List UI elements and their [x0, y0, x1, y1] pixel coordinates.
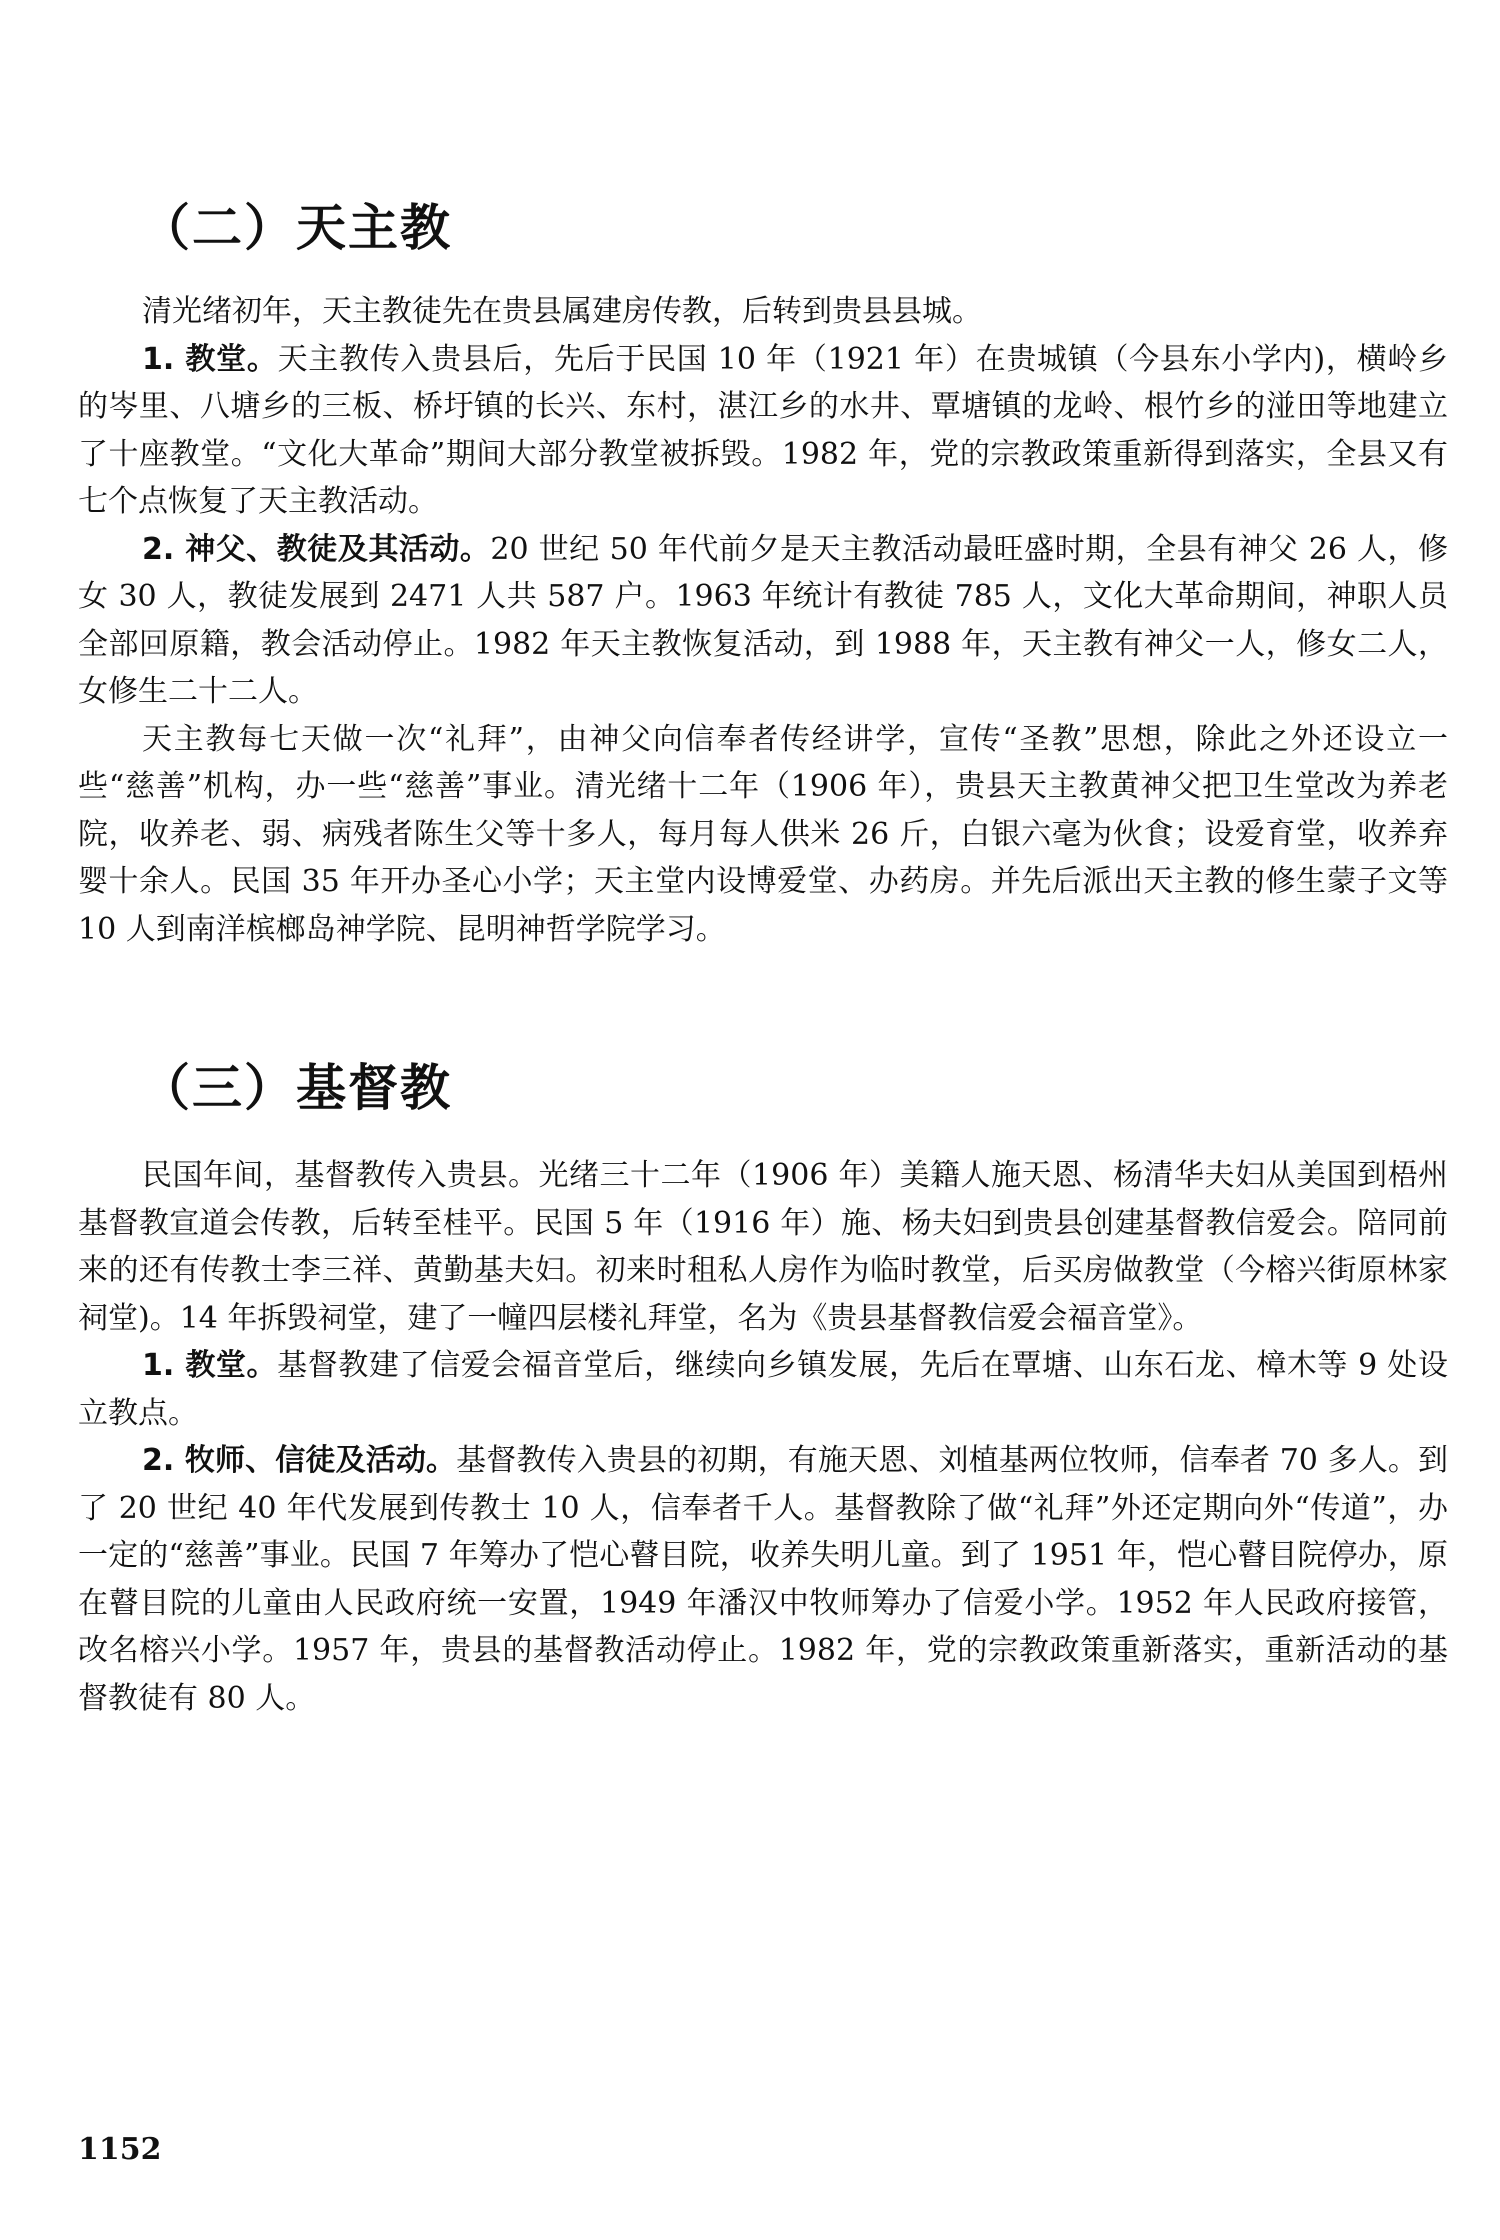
catholic-churches-lead: 1. 教堂。	[142, 341, 278, 377]
protestant-clergy-lead: 2. 牧师、信徒及活动。	[142, 1443, 457, 1478]
protestant-body	[78, 1152, 1448, 1722]
protestant-clergy-paragraph	[78, 1437, 1448, 1722]
protestant-churches-lead: 1. 教堂。	[142, 1348, 278, 1383]
catholic-body	[78, 288, 1448, 953]
section-heading-catholic: （二）天主教	[140, 199, 452, 257]
catholic-intro-paragraph: 清光绪初年，天主教徒先在贵县属建房传教，后转到贵县县城。	[142, 294, 982, 329]
catholic-clergy-paragraph	[78, 526, 1448, 716]
protestant-clergy-text: 基督教传入贵县的初期，有施天恩、刘植基两位牧师，信奉者 70 多人。到了 20 世纪 40 年代发展到传教士 10 人，信奉者千人。基督教除了做“礼拜”外还定期向外“传道”，办一定的“慈善”事业。民国 7 年筹办了恺心瞽目院，收养失明儿童。到了 1951 年，恺心瞽目院停办，原在瞽目院的儿童由人民政府统一安置，1949 年潘汉中牧师筹办了信爱小学。1952 年人民政府接管，改名榕兴小学。1957 年，贵县的基督教活动停止。1982 年，党的宗教政策重新落实，重新活动的基督教徒有 80 人。	[78, 1443, 1448, 1716]
protestant-churches-paragraph	[78, 1342, 1448, 1437]
catholic-charity-paragraph: 天主教每七天做一次“礼拜”，由神父向信奉者传经讲学，宣传“圣教”思想，除此之外还设立一些“慈善”机构，办一些“慈善”事业。清光绪十二年（1906 年），贵县天主教黄神父把卫生堂改为养老院，收养老、弱、病残者陈生父等十多人，每月每人供米 26 斤，白银六毫为伙食；设爱育堂，收养弃婴十余人。民国 35 年开办圣心小学；天主堂内设博爱堂、办药房。并先后派出天主教的修生蒙子文等 10 人到南洋槟榔岛神学院、昆明神哲学院学习。	[78, 721, 1448, 947]
protestant-churches-text: 基督教建了信爱会福音堂后，继续向乡镇发展，先后在覃塘、山东石龙、樟木等 9 处设立教点。	[78, 1348, 1448, 1431]
catholic-clergy-text: 20 世纪 50 年代前夕是天主教活动最旺盛时期，全县有神父 26 人，修女 30 人，教徒发展到 2471 人共 587 户。1963 年统计有教徒 785 人，文化大革命期间，神职人员全部回原籍，教会活动停止。1982 年天主教恢复活动，到 1988 年，天主教有神父一人，修女二人，女修生二十二人。	[78, 531, 1448, 709]
protestant-intro-paragraph: 民国年间，基督教传入贵县。光绪三十二年（1906 年）美籍人施天恩、杨清华夫妇从美国到梧州基督教宣道会传教，后转至桂平。民国 5 年（1916 年）施、杨夫妇到贵县创建基督教信爱会。陪同前来的还有传教士李三祥、黄勤基夫妇。初来时租私人房作为临时教堂，后买房做教堂（今榕兴街原林家祠堂)。14 年拆毁祠堂，建了一幢四层楼礼拜堂，名为《贵县基督教信爱会福音堂》。	[78, 1158, 1448, 1336]
catholic-churches-paragraph	[78, 336, 1448, 526]
catholic-clergy-lead: 2. 神父、教徒及其活动。	[142, 531, 491, 567]
catholic-churches-text: 天主教传入贵县后，先后于民国 10 年（1921 年）在贵城镇（今县东小学内)，横岭乡的岑里、八塘乡的三板、桥圩镇的长兴、东村，湛江乡的水井、覃塘镇的龙岭、根竹乡的湴田等地建立了十座教堂。“文化大革命”期间大部分教堂被拆毁。1982 年，党的宗教政策重新得到落实，全县又有七个点恢复了天主教活动。	[78, 341, 1448, 519]
page-number: 1152	[78, 2132, 162, 2167]
section-heading-protestant: （三）基督教	[140, 1059, 452, 1117]
